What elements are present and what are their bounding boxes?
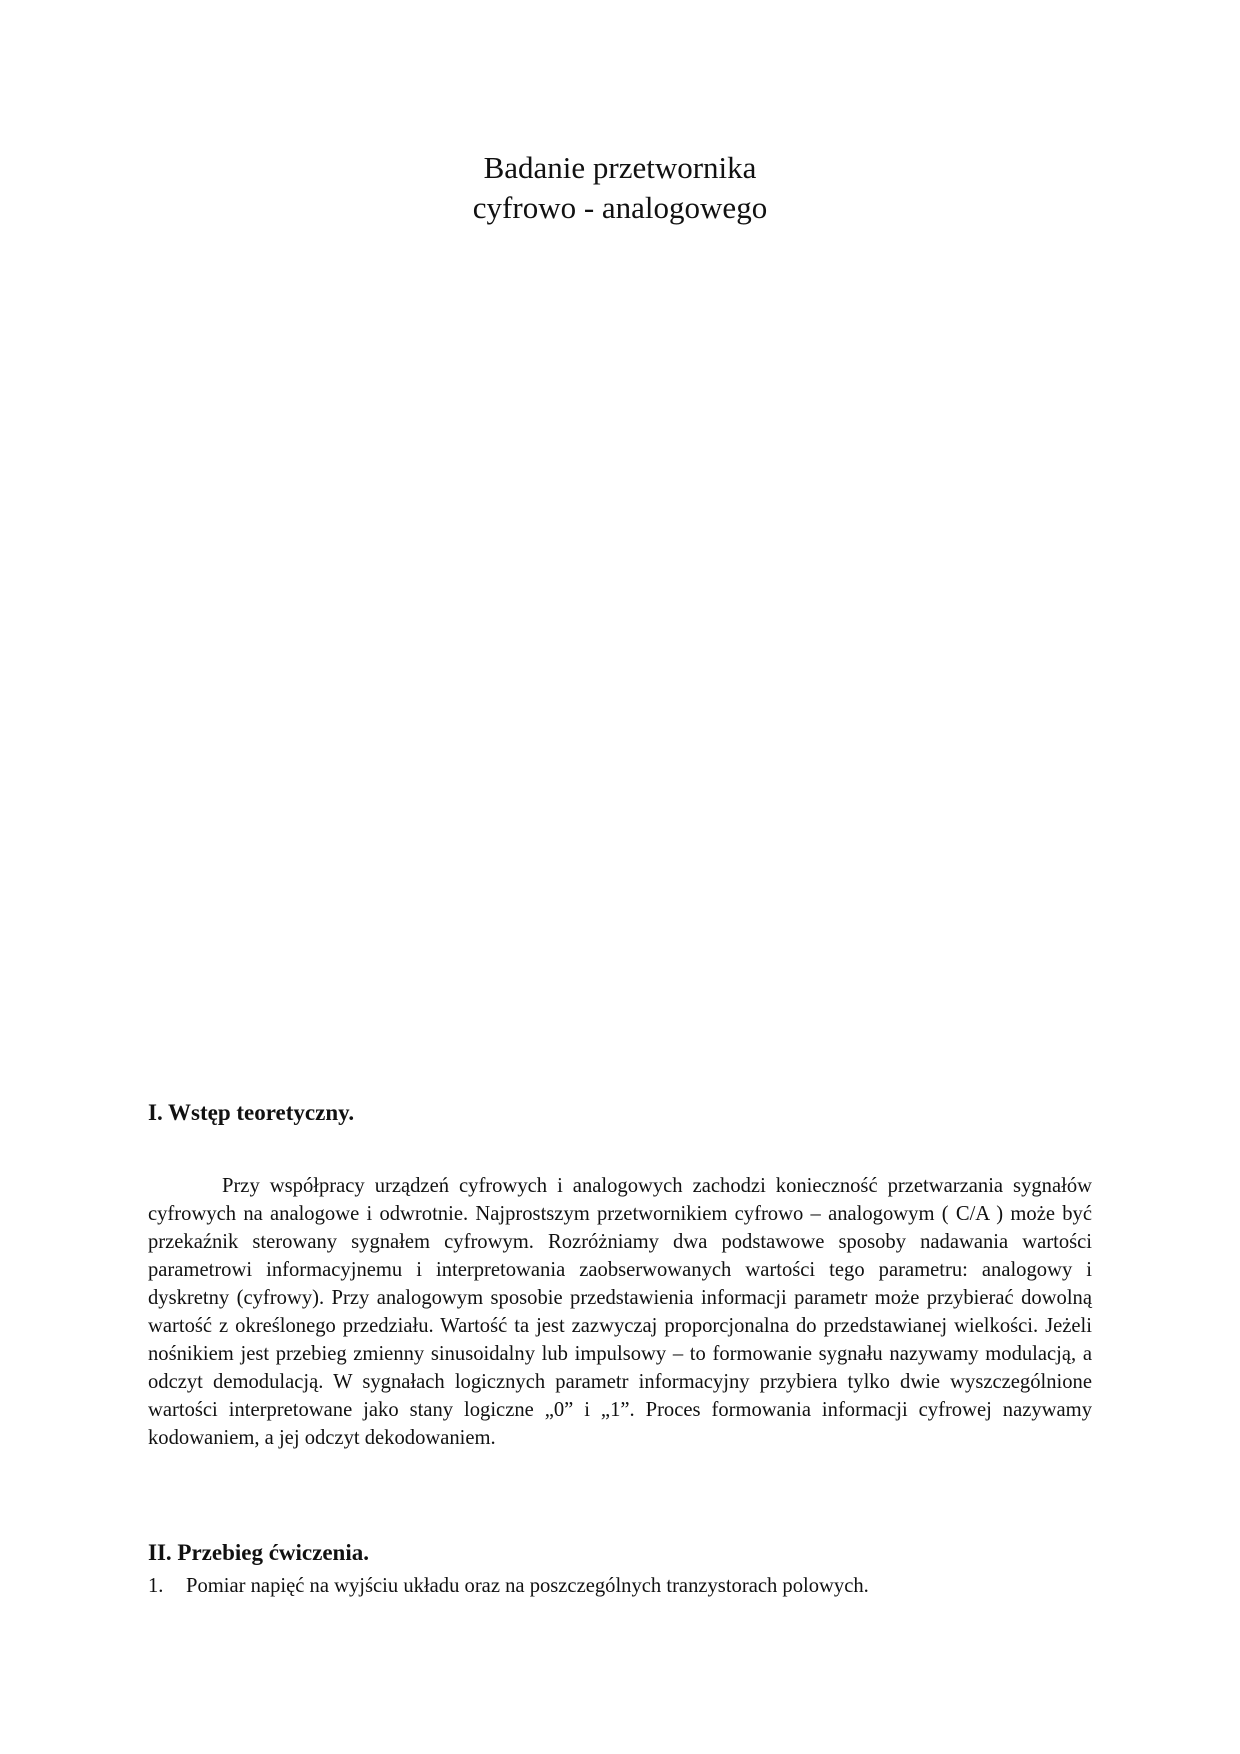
procedure-list	[148, 1572, 1092, 1600]
list-item-number: 1.	[148, 1575, 164, 1597]
document-title	[0, 148, 1240, 228]
section-heading-intro: I. Wstęp teoretyczny.	[148, 1100, 355, 1125]
title-line-2: cyfrowo - analogowego	[472, 190, 768, 225]
title-line-1: Badanie przetwornika	[483, 150, 757, 185]
intro-paragraph: Przy współpracy urządzeń cyfrowych i analogowych zachodzi konieczność przetwarzania sygnałów cyfrowych na analogowe i odwrotnie. Najprostszym przetwornikiem cyfrowo – analogowym ( C/A ) może być przekaźnik sterowany sygnałem cyfrowym. Rozróżniamy dwa podstawowe sposoby nadawania wartości parametrowi informacyjnemu i interpretowania zaobserwowanych wartości tego parametru: analogowy i dyskretny (cyfrowy). Przy analogowym sposobie przedstawienia informacji parametr może przybierać dowolną wartość z określonego przedziału. Wartość ta jest zazwyczaj proporcjonalna do przedstawianej wielkości. Jeżeli nośnikiem jest przebieg zmienny sinusoidalny lub impulsowy – to formowanie sygnału nazywamy modulacją, a odczyt demodulacją. W sygnałach logicznych parametr informacyjny przybiera tylko dwie wyszczególnione wartości interpretowane jako stany logiczne „0” i „1”. Proces formowania informacji cyfrowej nazywamy kodowaniem, a jej odczyt dekodowaniem.	[148, 1175, 1092, 1449]
list-item	[148, 1572, 1092, 1600]
list-item-text: Pomiar napięć na wyjściu układu oraz na poszczególnych tranzystorach polowych.	[186, 1575, 869, 1597]
section-heading-procedure: II. Przebieg ćwiczenia.	[148, 1540, 369, 1565]
